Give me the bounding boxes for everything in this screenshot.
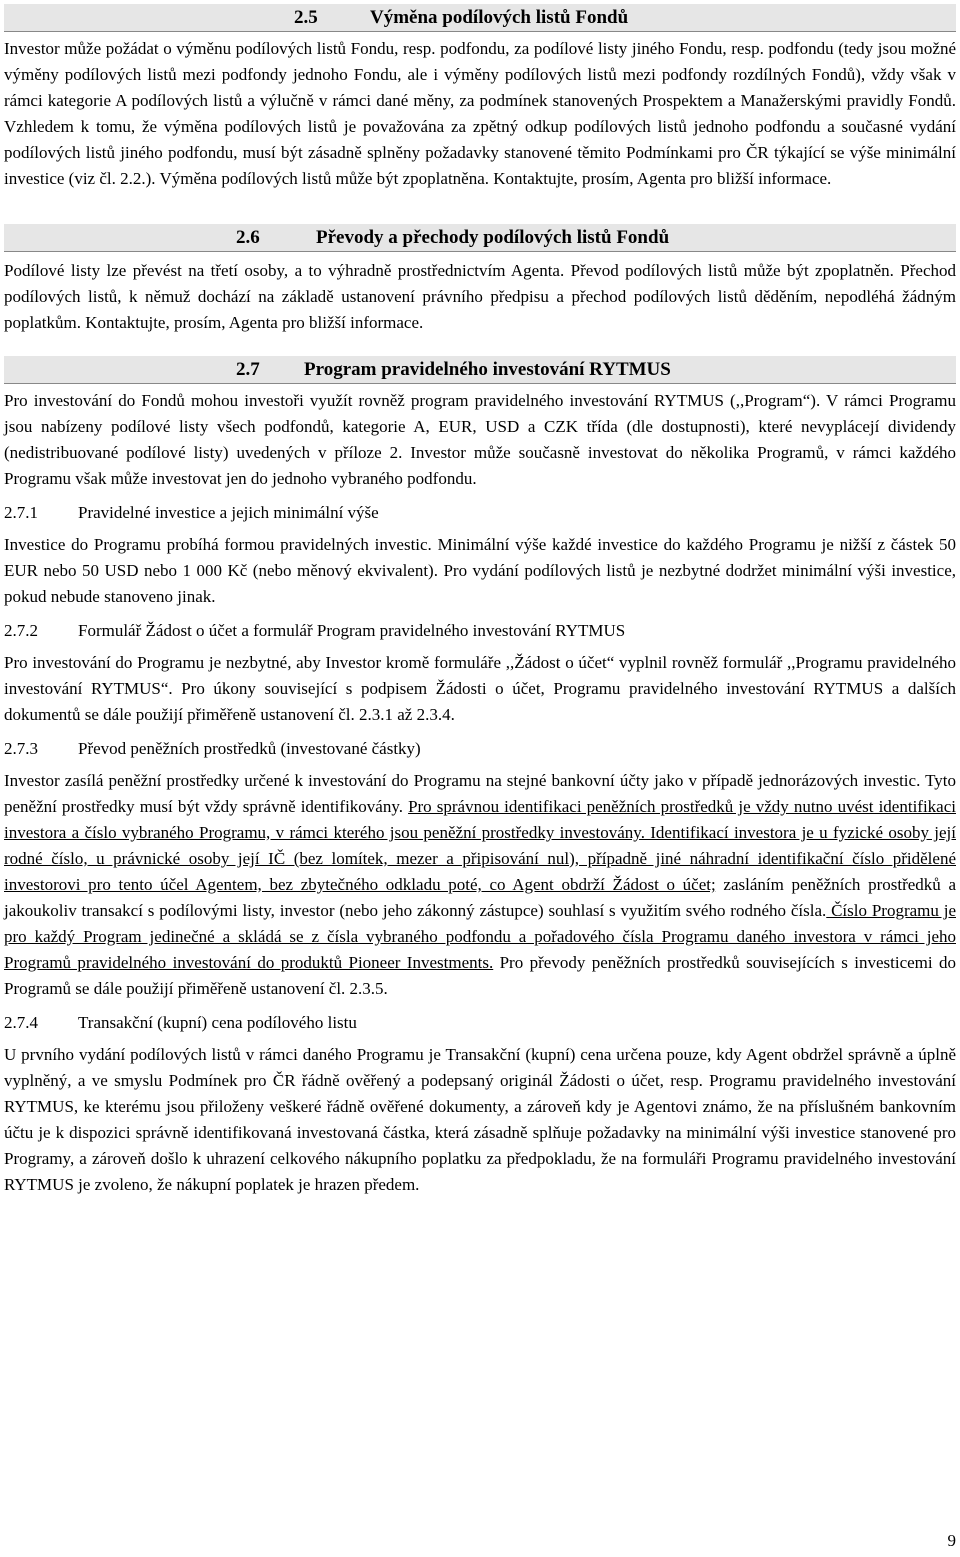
subsection-title: Transakční (kupní) cena podílového listu	[78, 1013, 357, 1032]
section-2-7-paragraph: Pro investování do Fondů mohou investoři využít rovněž program pravidelného investování RYTMUS (,,Program“). V rámci Programu jsou nabízeny podílové listy všech podfondů, kategorie A, EUR, USD a CZK třída (dle dostupnosti), které nevyplácejí dividendy (nedistribuované podílové listy) uvedených v příloze 2. Investor může současně investovat do několika Programů, v rámci každého Programu však může investovat jen do jednoho vybraného podfondu.	[4, 391, 956, 488]
plain-text: Pro převody peněžních prostředků souvisejících s investicemi do Programů se dále použijí přiměřeně ustanovení čl. 2.3.5.	[4, 953, 956, 998]
subsection-title: Formulář Žádost o účet a formulář Program pravidelného investování RYTMUS	[78, 621, 626, 640]
underlined-text: Pro správnou identifikaci peněžních prostředků je vždy nutno uvést identifikaci investora a číslo vybraného Programu, v rámci kterého jsou peněžní prostředky investovány. Identifikací investora je u fyzické osoby její rodné číslo, u právnické osoby její IČ (bez lomítek, mezer a připisování nul), případně jiné náhradní identifikační číslo přidělené investorovi pro tento účel Agentem, bez zbytečného odkladu poté, co Agent obdrží Žádost o účet;	[4, 797, 957, 894]
section-number: 2.5	[294, 7, 318, 28]
subsection-number: 2.7.3	[4, 739, 38, 758]
subsection-2-7-3-heading	[4, 736, 956, 762]
document-page	[4, 0, 956, 1198]
section-2-6-paragraph: Podílové listy lze převést na třetí osoby, a to výhradně prostřednictvím Agenta. Převod podílových listů může být zpoplatněn. Přechod podílových listů, k němuž dochází na základě ustanovení právního předpisu a přechod podílových listů děděním, nepodléhá žádným poplatkům. Kontaktujte, prosím, Agenta pro bližší informace.	[4, 261, 956, 332]
subsection-2-7-1-paragraph: Investice do Programu probíhá formou pravidelných investic. Minimální výše každé investice do každého Programu je nižší z částek 50 EUR nebo 50 USD nebo 1 000 Kč (nebo měnový ekvivalent). Pro vydání podílových listů je nezbytné dodržet minimální výši investice, pokud nebude stanoveno jinak.	[4, 535, 956, 606]
plain-text: zasláním peněžních prostředků a jakoukoliv transakcí s podílovými listy, investor (nebo jeho zákonný zástupce) souhlasí s využitím svého rodného čísla.	[4, 875, 956, 920]
section-2-5-heading	[4, 4, 956, 32]
section-number: 2.7	[236, 359, 260, 380]
subsection-2-7-4-heading	[4, 1010, 956, 1036]
section-2-7-heading	[4, 356, 956, 384]
section-title: Výměna podílových listů Fondů	[370, 7, 629, 28]
subsection-title: Převod peněžních prostředků (investované částky)	[78, 739, 421, 758]
subsection-number: 2.7.1	[4, 503, 38, 522]
subsection-2-7-3-paragraph	[4, 768, 956, 1002]
subsection-title: Pravidelné investice a jejich minimální výše	[78, 503, 379, 522]
subsection-number: 2.7.2	[4, 621, 38, 640]
page-number: 9	[947, 1531, 956, 1550]
section-title: Program pravidelného investování RYTMUS	[304, 359, 671, 380]
subsection-2-7-2-heading	[4, 618, 956, 644]
section-title: Převody a přechody podílových listů Fondů	[316, 227, 670, 248]
section-2-5-paragraph: Investor může požádat o výměnu podílových listů Fondu, resp. podfondu, za podílové listy jiného Fondu, resp. podfondu (tedy jsou možné výměny podílových listů mezi podfondy jednoho Fondu, ale i výměny podílových listů mezi podfondy rozdílných Fondů), vždy však v rámci kategorie A podílových listů a výlučně v rámci dané měny, za podmínek stanovených Prospektem a Manažerskými pravidly Fondů. Vzhledem k tomu, že výměna podílových listů je považována za zpětný odkup podílových listů jednoho podfondu a současné vydání podílových listů jiného podfondu, musí být zásadně splněny požadavky stanovené těmito Podmínkami pro ČR týkající se výše minimální investice (viz čl. 2.2.). Výměna podílových listů může být zpoplatněna. Kontaktujte, prosím, Agenta pro bližší informace.	[4, 39, 956, 188]
subsection-number: 2.7.4	[4, 1013, 38, 1032]
subsection-2-7-4-paragraph: U prvního vydání podílových listů v rámci daného Programu je Transakční (kupní) cena určena pouze, kdy Agent obdržel správně a úplně vyplněný, a ve smyslu Podmínek pro ČR řádně ověřený a podepsaný originál Žádosti o účet, resp. Programu pravidelného investování RYTMUS, ke kterému jsou přiloženy veškeré řádně ověřené dokumenty, a zároveň kdy je Agentovi známo, že na příslušném bankovním účtu je k dispozici správně identifikovaná investovaná částka, která zásadně splňuje požadavky na minimální výši investice stanovené pro Programy, a zároveň došlo k uhrazení celkového nákupního poplatku za předpokladu, že na formuláři Programu pravidelného investování RYTMUS je zvoleno, že nákupní poplatek je hrazen předem.	[4, 1045, 956, 1194]
section-number: 2.6	[236, 227, 260, 248]
plain-text: Investor zasílá peněžní prostředky určené k investování do Programu na stejné bankovní účty jako v případě jednorázových investic. Tyto peněžní prostředky musí být vždy správně identifikovány.	[4, 771, 956, 816]
subsection-2-7-2-paragraph: Pro investování do Programu je nezbytné, aby Investor kromě formuláře ,,Žádost o účet“ vyplnil rovněž formulář ,,Programu pravidelného investování RYTMUS“. Pro úkony související s podpisem Žádosti o účet, Programu pravidelného investování RYTMUS a dalších dokumentů se dále použijí přiměřeně ustanovení čl. 2.3.1 až 2.3.4.	[4, 653, 956, 724]
underlined-text: Číslo Programu je pro každý Program jedinečné a skládá se z čísla vybraného podfondu a pořadového čísla Programu daného investora v rámci jeho Programů pravidelného investování do produktů Pioneer Investments.	[4, 901, 956, 972]
section-2-6-heading	[4, 224, 956, 252]
subsection-2-7-1-heading	[4, 500, 956, 526]
